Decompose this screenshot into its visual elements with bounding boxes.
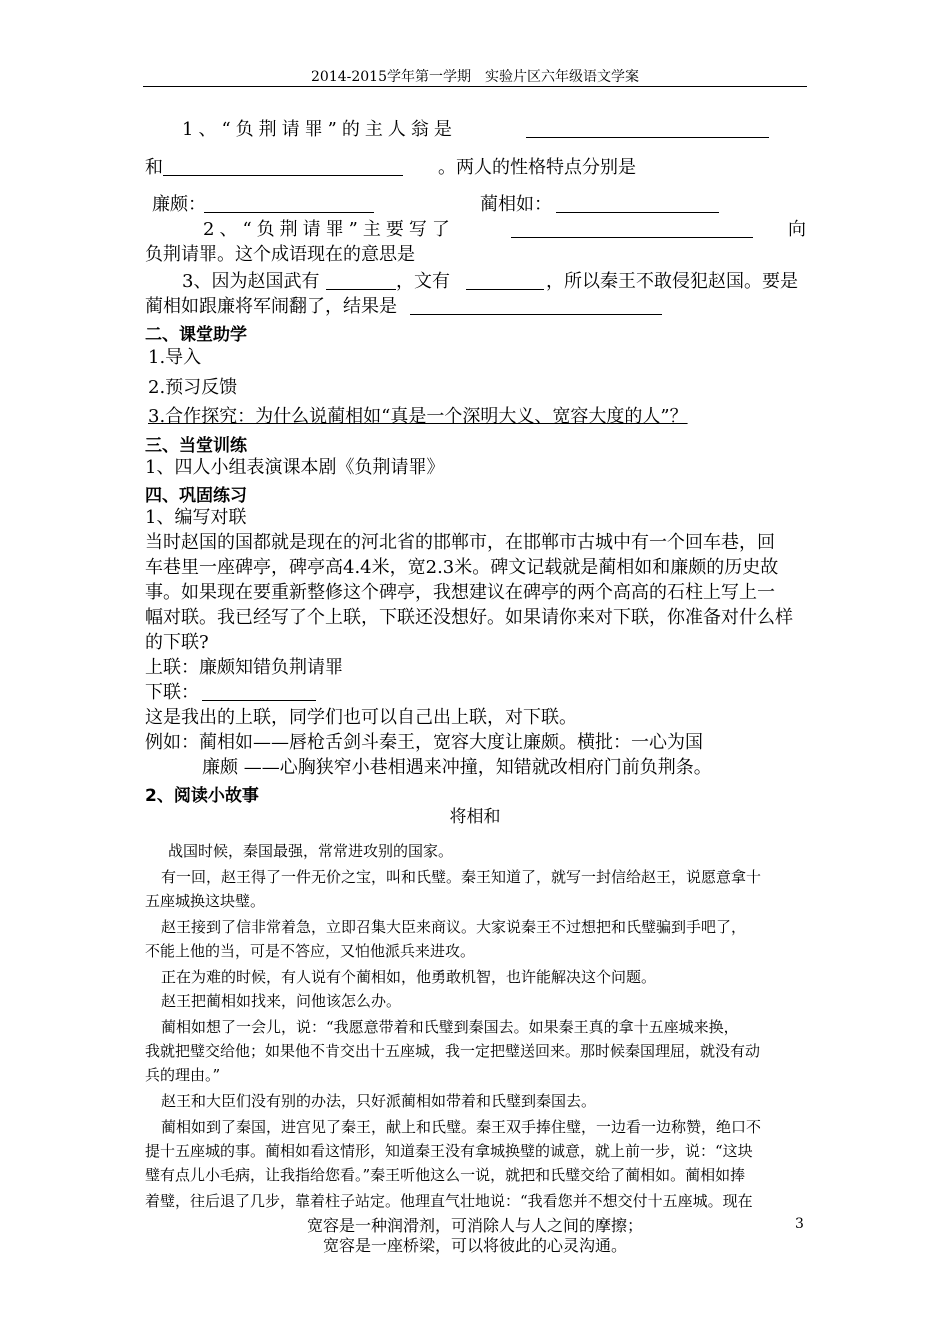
section4-item2: 2、阅读小故事 [145,786,259,806]
story-line: 璧有点儿小毛病，让我指给您看。”秦王听他这么一说，就把和氏璧交给了蔺相如。蔺相如捧 [145,1166,746,1184]
story-line: 赵王和大臣们没有别的办法，只好派蔺相如带着和氏璧到秦国去。 [161,1092,597,1110]
story-line: 赵王接到了信非常着急，立即召集大臣来商议。大家说秦王不过想把和氏璧骗到手吧了， [161,918,747,936]
story-line: 有一回，赵王得了一件无价之宝，叫和氏璧。秦王知道了，就写一封信给赵王，说愿意拿十 [161,868,762,886]
section4-para-line: 的下联? [145,632,209,653]
page-header: 2014-2015学年第一学期 实验片区六年级语文学案 [311,69,639,85]
story-title: 将相和 [449,807,501,827]
q3-blank-result[interactable] [410,296,662,315]
q2-line1: 2、“负荆请罪”主要写了 [203,219,455,240]
story-line: 着璧，往后退了几步，靠着柱子站定。他理直气壮地说：“我看您并不想交付十五座城。现在 [145,1192,753,1210]
q1-line2-pre: 和 [145,157,163,178]
section3-item1: 1、四人小组表演课本剧《负荆请罪》 [145,457,445,478]
header-divider [143,86,807,87]
q1-lianpo-label: 廉颇： [152,194,206,215]
story-line: 蔺相如到了秦国，进宫见了秦王，献上和氏璧。秦王双手捧住璧，一边看一边称赞，绝口不 [161,1118,762,1136]
couplet-lower-label: 下联： [145,682,199,703]
q1-line2-post: 。两人的性格特点分别是 [438,157,636,178]
q1-line1: 1、“负荆请罪”的主人翁是 [182,119,457,140]
section3-title: 三、当堂训练 [145,436,247,456]
q2-line1-end: 向 [788,219,806,240]
footer-quote-1: 宽容是一种润滑剂，可消除人与人之间的摩擦； [306,1216,643,1235]
section4-para-line: 车巷里一座碑亭，碑亭高4.4米，宽2.3米。碑文记载就是蔺相如和廉颇的历史故 [145,557,779,578]
section4-para-line: 当时赵国的国都就是现在的河北省的邯郸市，在邯郸市古城中有一个回车巷，回 [145,532,775,553]
q3-line1-b: ，文有 [396,271,450,292]
couplet-note: 这是我出的上联，同学们也可以自己出上联，对下联。 [145,707,577,728]
section4-title: 四、巩固练习 [145,486,247,506]
story-line: 提十五座城的事。蔺相如看这情形，知道秦王没有拿城换璧的诚意，就上前一步，说：“这块 [145,1142,753,1160]
section2-item3: 3.合作探究：为什么说蔺相如“真是一个深明大义、宽容大度的人”？ [148,406,688,427]
couplet-example-2: 廉颇 ——心胸狭窄小巷相遇来冲撞，知错就改相府门前负荆条。 [202,757,712,778]
couplet-upper: 上联：廉颇知错负荆请罪 [145,657,343,678]
section2-item2: 2.预习反馈 [148,377,238,398]
q1-blank-linxiangru[interactable] [556,194,719,213]
q3-line1-a: 3、因为赵国武有 [182,271,320,292]
q3-blank-military[interactable] [326,271,396,290]
story-line: 我就把璧交给他；如果他不肯交出十五座城，我一定把璧送回来。那时候秦国理屈，就没有动 [145,1042,761,1060]
footer-quote-2: 宽容是一座桥梁，可以将彼此的心灵沟通。 [322,1236,627,1255]
q1-blank-hero[interactable] [526,119,769,138]
section4-item1: 1、编写对联 [145,507,247,528]
q1-blank-lianpo[interactable] [204,194,374,213]
q3-line1-c: ，所以秦王不敢侵犯赵国。要是 [546,271,798,292]
q1-linxiangru-label: 蔺相如： [480,194,552,215]
page-number: 3 [795,1216,804,1232]
q2-line2: 负荆请罪。这个成语现在的意思是 [145,244,415,265]
section2-item1: 1.导入 [148,347,202,368]
section4-para-line: 事。如果现在要重新整修这个碑亭，我想建议在碑亭的两个高高的石柱上写上一 [145,582,775,603]
q1-blank-second[interactable] [163,157,403,176]
story-line: 蔺相如想了一会儿，说：“我愿意带着和氏璧到秦国去。如果秦王真的拿十五座城来换， [161,1018,739,1036]
story-line: 兵的理由。” [145,1066,221,1084]
q2-blank-main[interactable] [511,219,753,238]
q3-line2: 蔺相如跟廉将军闹翻了，结果是 [145,296,397,317]
couplet-lower-blank[interactable] [202,682,316,701]
section2-title: 二、课堂助学 [145,325,247,345]
couplet-example-1: 例如：蔺相如——唇枪舌剑斗秦王，宽容大度让廉颇。横批：一心为国 [145,732,703,753]
story-line: 赵王把蔺相如找来，问他该怎么办。 [161,992,402,1010]
story-line: 战国时候，秦国最强，常常进攻别的国家。 [168,842,454,860]
story-line: 正在为难的时候，有人说有个蔺相如，他勇敢机智，也许能解决这个问题。 [161,968,657,986]
story-line: 不能上他的当，可是不答应，又怕他派兵来进攻。 [145,942,476,960]
section4-para-line: 幅对联。我已经写了个上联，下联还没想好。如果请你来对下联，你准备对什么样 [145,607,793,628]
story-line: 五座城换这块璧。 [145,892,266,910]
q3-blank-civil[interactable] [466,271,544,290]
